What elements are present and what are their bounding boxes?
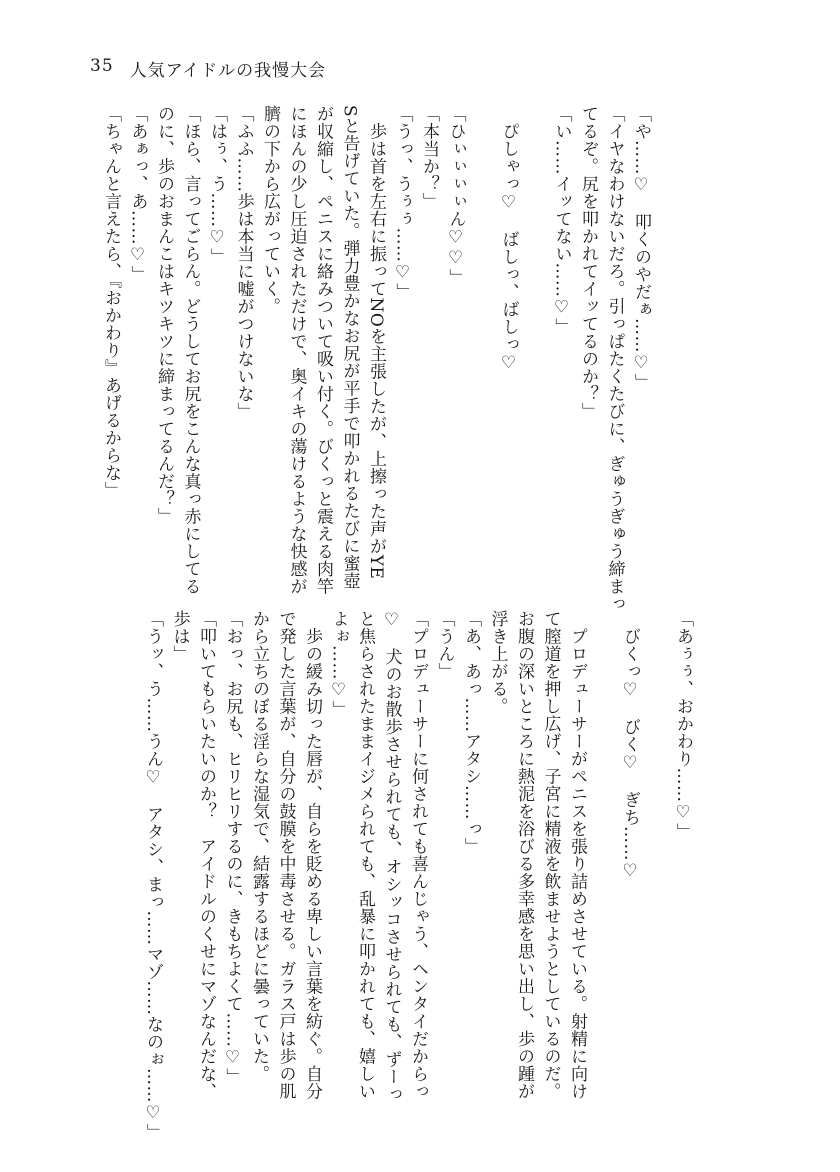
blank-line: [522, 105, 549, 565]
text-line: 歩は首を左右に振ってNOを主張したが、上擦った声がYE: [366, 105, 386, 580]
text-line: 臍の下から広がっていく。: [260, 105, 280, 315]
blank-line: [469, 105, 496, 565]
running-header: [90, 56, 326, 81]
text-line: から立ちのぼる淫らな湿気で、結露するほどに曇っていた。: [249, 610, 269, 1083]
text-line: 「うん」: [434, 610, 455, 680]
text-line: て膣道を押し広げ、子宮に精液を飲ませようとしているのだ。: [540, 610, 561, 1100]
text-line: 「おっ、お尻も、ヒリヒリするのに、きもちよくて……♡」: [222, 610, 243, 1086]
upper-text-block: [101, 105, 654, 613]
blank-line: [590, 610, 617, 1090]
text-line: 「ちゃんと言えたら、『おかわり』あげるからな」: [101, 105, 121, 499]
text-line: ♡ 犬のお散歩させられても、オシッコさせられても、ずーっ: [381, 610, 402, 1103]
text-line: 浮き上がる。: [487, 610, 508, 715]
text-line: 「ひぃぃぃぃん♡♡」: [445, 105, 466, 286]
lower-text-block: [143, 610, 696, 1141]
text-line: のに、歩のおまんこはキツキツに締まってるんだ？」: [154, 105, 174, 525]
text-line: 「ほら、言ってごらん。どうしてお尻をこんな真っ赤にしてる: [180, 105, 201, 595]
text-line: 「本当か？」: [419, 105, 439, 210]
text-line: びくっ♡ びく♡ ぎち……♡: [620, 610, 640, 882]
text-line: 「や……♡ 叩くのやだぁ……♡」: [631, 105, 651, 391]
text-line: が収縮し、ペニスに絡みついて吸い付く。びくっと震える肉竿: [313, 105, 333, 595]
text-line: 歩は」: [169, 610, 190, 663]
text-line: と焦らされたままイジメられても、乱暴に叩かれても、嬉しい: [355, 610, 375, 1100]
text-line: 「あぁっ、あ……♡」: [127, 105, 148, 283]
chapter-title: 人気アイドルの我慢大会: [129, 61, 327, 81]
text-line: 「あぅぅ、おかわり……♡」: [673, 610, 693, 841]
text-line: で発した言葉が、自分の鼓膜を中毒させる。ガラス戸は歩の肌: [275, 610, 296, 1100]
text-line: 「うッ、う……うん♡ アタシ、まっ……マゾ……なのぉ……♡」: [143, 610, 163, 1141]
text-line: Sと告げていた。弾力豊かなお尻が平手で叩かれるたびに蜜壺: [339, 105, 360, 590]
text-line: 「い……イッてない……♡」: [551, 105, 572, 336]
text-line: プロデューサーがペニスを張り詰めさせている。射精に向け: [567, 610, 587, 1100]
text-line: 「はぅ、う……♡」: [207, 105, 227, 266]
text-line: 「叩いてもらいたいのか？ アイドルのくせにマゾなんだな、: [196, 610, 216, 1100]
text-line: 「プロデューサーに何されても喜んじゃう、ヘンタイだからっ: [408, 610, 428, 1100]
text-line: お腹の深いところに熱泥を浴びる多幸感を思い出し、歩の踵が: [514, 610, 534, 1100]
text-line: 「ふふ……歩は本当に嘘がつけないな」: [233, 105, 254, 420]
page-number: 35: [90, 56, 114, 76]
text-line: てるぞ。尻を叩かれてイッてるのか？」: [578, 105, 598, 420]
text-line: 「うっ、うぅぅ……♡」: [392, 105, 413, 301]
text-line: 歩の緩み切った唇が、自らを貶める卑しい言葉を紡ぐ。自分: [302, 610, 322, 1100]
text-line: 「イヤなわけないだろ。引っぱたくたびに、ぎゅうぎゅう締まっ: [604, 105, 625, 613]
text-line: ぴしゃっ♡ ばしっ、ばしっ♡: [498, 105, 519, 374]
blank-line: [643, 610, 670, 1090]
text-line: よぉ……♡」: [328, 610, 349, 718]
text-line: にほんの少し圧迫されただけで、奥イキの蕩けるような快感が: [286, 105, 307, 595]
text-line: 「あ、あっ……アタシ……っ」: [461, 610, 481, 855]
